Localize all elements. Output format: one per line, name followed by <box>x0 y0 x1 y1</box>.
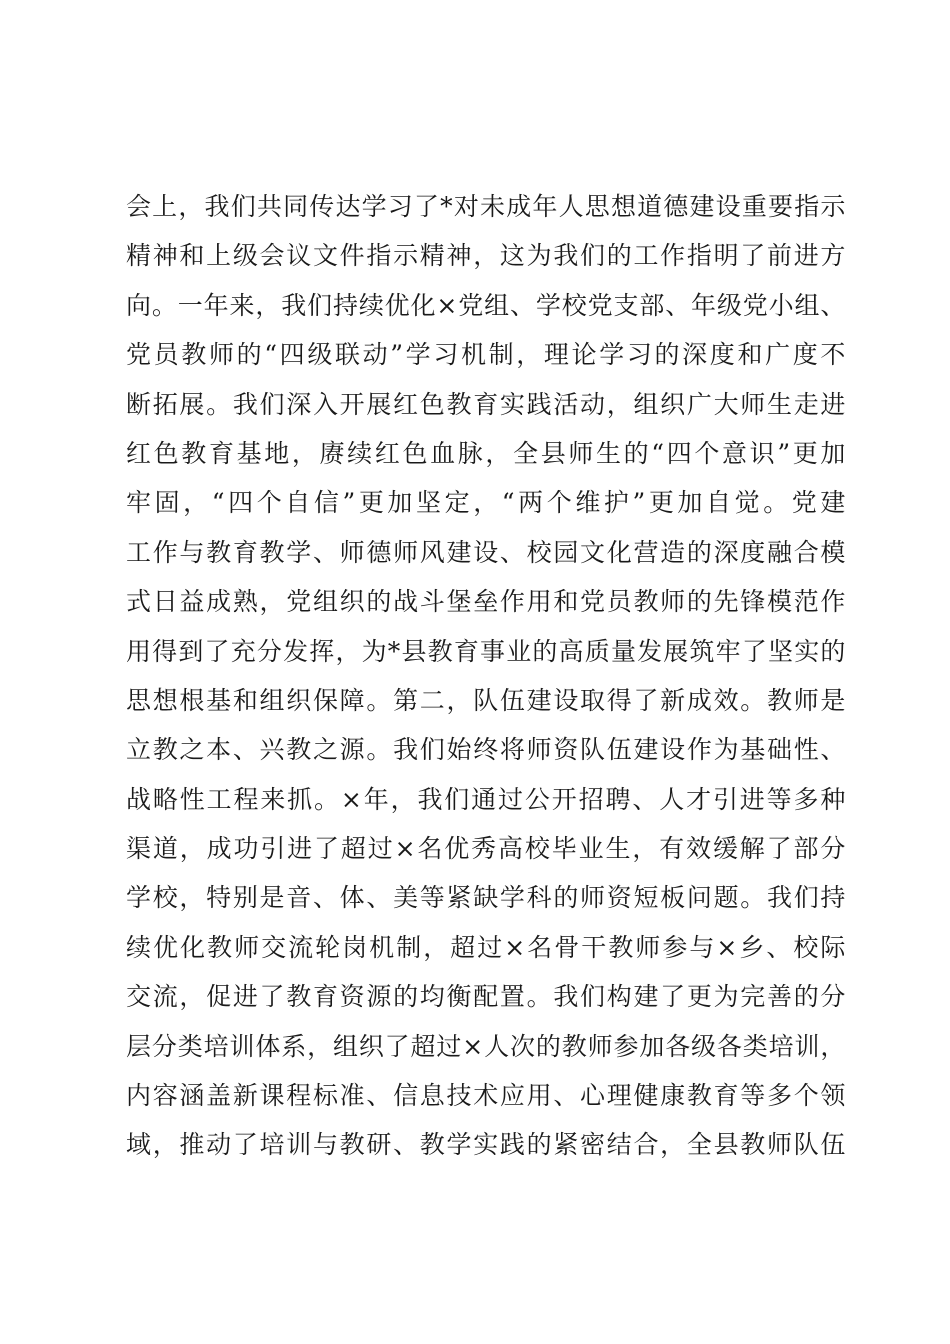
text-line: 战略性工程来抓。×年，我们通过公开招聘、人才引进等多种 <box>126 784 846 814</box>
text-line: 红色教育基地，赓续红色血脉，全县师生的“四个意识”更加 <box>126 438 846 468</box>
text-line: 域，推动了培训与教研、教学实践的紧密结合，全县教师队伍 <box>126 1130 846 1160</box>
text-line: 学校，特别是音、体、美等紧缺学科的师资短板问题。我们持 <box>126 883 846 913</box>
text-line: 向。一年来，我们持续优化×党组、学校党支部、年级党小组、 <box>126 290 846 320</box>
text-line: 思想根基和组织保障。第二，队伍建设取得了新成效。教师是 <box>126 685 846 715</box>
text-line: 断拓展。我们深入开展红色教育实践活动，组织广大师生走进 <box>126 389 846 419</box>
text-line: 立教之本、兴教之源。我们始终将师资队伍建设作为基础性、 <box>126 735 846 765</box>
text-line: 续优化教师交流轮岗机制，超过×名骨干教师参与×乡、校际 <box>126 932 846 962</box>
text-line: 党员教师的“四级联动”学习机制，理论学习的深度和广度不 <box>126 340 846 370</box>
text-line: 工作与教育教学、师德师风建设、校园文化营造的深度融合模 <box>126 537 846 567</box>
text-line: 牢固，“四个自信”更加坚定，“两个维护”更加自觉。党建 <box>126 488 846 518</box>
text-line: 式日益成熟，党组织的战斗堡垒作用和党员教师的先锋模范作 <box>126 587 846 617</box>
body-text <box>126 182 846 1170</box>
text-line: 会上，我们共同传达学习了*对未成年人思想道德建设重要指示 <box>126 192 846 221</box>
text-line: 内容涵盖新课程标准、信息技术应用、心理健康教育等多个领 <box>126 1081 846 1111</box>
text-line: 精神和上级会议文件指示精神，这为我们的工作指明了前进方 <box>126 241 846 271</box>
text-line: 渠道，成功引进了超过×名优秀高校毕业生，有效缓解了部分 <box>126 834 846 864</box>
text-line: 交流，促进了教育资源的均衡配置。我们构建了更为完善的分 <box>126 982 846 1012</box>
text-line: 用得到了充分发挥，为*县教育事业的高质量发展筑牢了坚实的 <box>126 636 846 666</box>
text-line: 层分类培训体系，组织了超过×人次的教师参加各级各类培训， <box>126 1031 846 1061</box>
